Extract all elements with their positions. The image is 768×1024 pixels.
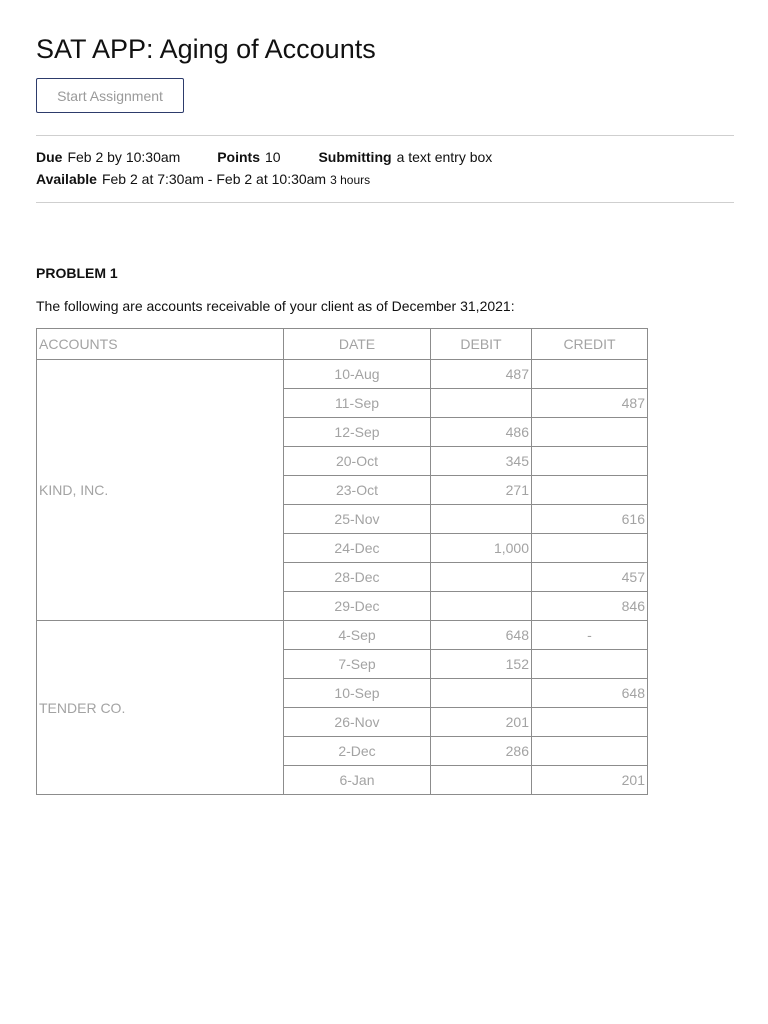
problem-intro: The following are accounts receivable of your client as of December 31,2021: (36, 298, 515, 314)
credit-cell: 846 (532, 592, 648, 621)
date-cell: 24-Dec (284, 534, 431, 563)
date-cell: 10-Aug (284, 360, 431, 389)
credit-cell (532, 708, 648, 737)
due-value: Feb 2 by 10:30am (67, 149, 181, 165)
date-cell: 25-Nov (284, 505, 431, 534)
available-label: Available (36, 171, 97, 187)
credit-cell: 457 (532, 563, 648, 592)
credit-cell: 201 (532, 766, 648, 795)
credit-cell (532, 360, 648, 389)
debit-cell (431, 505, 532, 534)
debit-cell: 1,000 (431, 534, 532, 563)
credit-cell (532, 650, 648, 679)
debit-cell (431, 679, 532, 708)
date-cell: 4-Sep (284, 621, 431, 650)
problem-heading: PROBLEM 1 (36, 265, 118, 281)
credit-cell (532, 447, 648, 476)
debit-cell: 201 (431, 708, 532, 737)
table-row (37, 360, 648, 389)
date-cell: 28-Dec (284, 563, 431, 592)
assignment-details-row (36, 149, 492, 165)
start-assignment-button[interactable]: Start Assignment (36, 78, 184, 113)
accounts-receivable-table (36, 328, 648, 795)
date-cell: 23-Oct (284, 476, 431, 505)
table-row (37, 621, 648, 650)
header-credit: CREDIT (532, 329, 648, 360)
points-value: 10 (264, 149, 281, 165)
available-value: Feb 2 at 7:30am - Feb 2 at 10:30am (101, 171, 327, 187)
credit-cell (532, 418, 648, 447)
credit-cell (532, 534, 648, 563)
debit-cell (431, 389, 532, 418)
credit-cell: 616 (532, 505, 648, 534)
credit-cell: 487 (532, 389, 648, 418)
credit-cell (532, 737, 648, 766)
credit-cell (532, 476, 648, 505)
debit-cell (431, 563, 532, 592)
submitting-label: Submitting (318, 149, 392, 165)
debit-cell: 345 (431, 447, 532, 476)
debit-cell (431, 766, 532, 795)
date-cell: 10-Sep (284, 679, 431, 708)
points-label: Points (217, 149, 260, 165)
date-cell: 7-Sep (284, 650, 431, 679)
debit-cell: 152 (431, 650, 532, 679)
divider (36, 135, 734, 136)
credit-cell: - (532, 621, 648, 650)
debit-cell: 487 (431, 360, 532, 389)
availability-row (36, 171, 370, 187)
header-accounts: ACCOUNTS (37, 329, 284, 360)
date-cell: 12-Sep (284, 418, 431, 447)
header-date: DATE (284, 329, 431, 360)
date-cell: 6-Jan (284, 766, 431, 795)
account-name: TENDER CO. (37, 621, 284, 795)
available-duration: 3 hours (330, 173, 371, 187)
divider (36, 202, 734, 203)
table-header-row (37, 329, 648, 360)
date-cell: 26-Nov (284, 708, 431, 737)
debit-cell (431, 592, 532, 621)
page-title: SAT APP: Aging of Accounts (36, 34, 376, 64)
date-cell: 2-Dec (284, 737, 431, 766)
date-cell: 11-Sep (284, 389, 431, 418)
debit-cell: 286 (431, 737, 532, 766)
header-debit: DEBIT (431, 329, 532, 360)
submitting-value: a text entry box (396, 149, 493, 165)
credit-cell: 648 (532, 679, 648, 708)
date-cell: 20-Oct (284, 447, 431, 476)
debit-cell: 271 (431, 476, 532, 505)
debit-cell: 648 (431, 621, 532, 650)
date-cell: 29-Dec (284, 592, 431, 621)
account-name: KIND, INC. (37, 360, 284, 621)
debit-cell: 486 (431, 418, 532, 447)
due-label: Due (36, 149, 63, 165)
